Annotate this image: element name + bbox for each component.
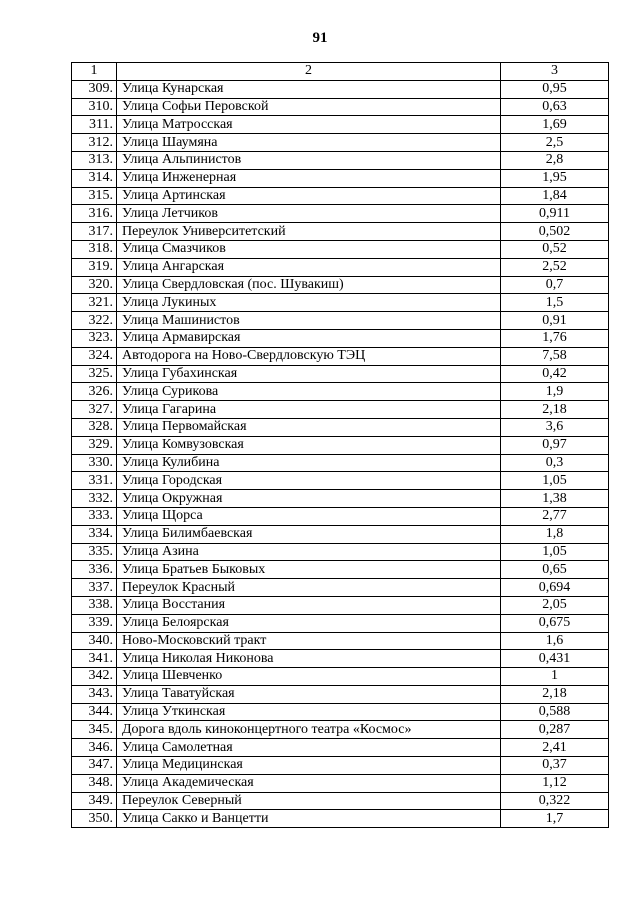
table-row xyxy=(72,365,609,383)
street-name: Улица Матросская xyxy=(117,116,501,134)
row-number: 334. xyxy=(72,525,117,543)
street-name: Улица Билимбаевская xyxy=(117,525,501,543)
row-number: 335. xyxy=(72,543,117,561)
table-row xyxy=(72,543,609,561)
table-row xyxy=(72,792,609,810)
length-value: 0,431 xyxy=(501,650,609,668)
row-number: 312. xyxy=(72,134,117,152)
length-value: 1,05 xyxy=(501,472,609,490)
table-row xyxy=(72,383,609,401)
street-name: Улица Шаумяна xyxy=(117,134,501,152)
row-number: 338. xyxy=(72,596,117,614)
table-row xyxy=(72,329,609,347)
row-number: 328. xyxy=(72,418,117,436)
street-name: Улица Азина xyxy=(117,543,501,561)
row-number: 336. xyxy=(72,561,117,579)
table-row xyxy=(72,507,609,525)
row-number: 327. xyxy=(72,401,117,419)
row-number: 346. xyxy=(72,739,117,757)
row-number: 317. xyxy=(72,223,117,241)
header-col-3: 3 xyxy=(501,63,609,81)
row-number: 341. xyxy=(72,650,117,668)
street-name: Улица Шевченко xyxy=(117,668,501,686)
table-row xyxy=(72,668,609,686)
table-row xyxy=(72,80,609,98)
length-value: 1,8 xyxy=(501,525,609,543)
street-name: Улица Губахинская xyxy=(117,365,501,383)
street-name: Улица Самолетная xyxy=(117,739,501,757)
length-value: 0,3 xyxy=(501,454,609,472)
street-name: Переулок Университетский xyxy=(117,223,501,241)
row-number: 337. xyxy=(72,579,117,597)
length-value: 0,37 xyxy=(501,757,609,775)
length-value: 0,97 xyxy=(501,436,609,454)
table-row xyxy=(72,632,609,650)
row-number: 331. xyxy=(72,472,117,490)
row-number: 342. xyxy=(72,668,117,686)
table-row xyxy=(72,525,609,543)
street-name: Улица Николая Никонова xyxy=(117,650,501,668)
row-number: 333. xyxy=(72,507,117,525)
table-row xyxy=(72,205,609,223)
table-row xyxy=(72,187,609,205)
street-name: Улица Академическая xyxy=(117,774,501,792)
row-number: 309. xyxy=(72,80,117,98)
street-name: Улица Комвузовская xyxy=(117,436,501,454)
row-number: 316. xyxy=(72,205,117,223)
length-value: 1,76 xyxy=(501,329,609,347)
length-value: 0,91 xyxy=(501,312,609,330)
length-value: 2,8 xyxy=(501,151,609,169)
row-number: 347. xyxy=(72,757,117,775)
table-row xyxy=(72,454,609,472)
table-row xyxy=(72,347,609,365)
row-number: 326. xyxy=(72,383,117,401)
street-name: Улица Ангарская xyxy=(117,258,501,276)
length-value: 0,502 xyxy=(501,223,609,241)
table-row xyxy=(72,810,609,828)
length-value: 2,41 xyxy=(501,739,609,757)
length-value: 0,52 xyxy=(501,240,609,258)
row-number: 348. xyxy=(72,774,117,792)
row-number: 325. xyxy=(72,365,117,383)
length-value: 7,58 xyxy=(501,347,609,365)
length-value: 2,05 xyxy=(501,596,609,614)
row-number: 310. xyxy=(72,98,117,116)
street-name: Дорога вдоль киноконцертного театра «Космос» xyxy=(117,721,501,739)
street-name: Улица Таватуйская xyxy=(117,685,501,703)
table-row xyxy=(72,401,609,419)
table-row xyxy=(72,614,609,632)
row-number: 311. xyxy=(72,116,117,134)
street-name: Улица Первомайская xyxy=(117,418,501,436)
row-number: 318. xyxy=(72,240,117,258)
length-value: 1,7 xyxy=(501,810,609,828)
street-name: Улица Софьи Перовской xyxy=(117,98,501,116)
length-value: 0,65 xyxy=(501,561,609,579)
row-number: 339. xyxy=(72,614,117,632)
length-value: 0,694 xyxy=(501,579,609,597)
table-row xyxy=(72,685,609,703)
length-value: 2,52 xyxy=(501,258,609,276)
length-value: 2,18 xyxy=(501,401,609,419)
table-row xyxy=(72,472,609,490)
street-name: Улица Кунарская xyxy=(117,80,501,98)
street-name: Улица Уткинская xyxy=(117,703,501,721)
street-name: Улица Артинская xyxy=(117,187,501,205)
length-value: 1,6 xyxy=(501,632,609,650)
table-row xyxy=(72,490,609,508)
row-number: 323. xyxy=(72,329,117,347)
header-col-2: 2 xyxy=(117,63,501,81)
table-row xyxy=(72,169,609,187)
table-row xyxy=(72,703,609,721)
length-value: 1,69 xyxy=(501,116,609,134)
length-value: 0,287 xyxy=(501,721,609,739)
row-number: 322. xyxy=(72,312,117,330)
table-row xyxy=(72,757,609,775)
page-number: 91 xyxy=(312,30,328,46)
street-name: Улица Гагарина xyxy=(117,401,501,419)
street-name: Улица Альпинистов xyxy=(117,151,501,169)
row-number: 332. xyxy=(72,490,117,508)
row-number: 344. xyxy=(72,703,117,721)
length-value: 1 xyxy=(501,668,609,686)
street-name: Улица Восстания xyxy=(117,596,501,614)
table-row xyxy=(72,116,609,134)
street-name: Улица Городская xyxy=(117,472,501,490)
roads-table xyxy=(71,62,609,828)
street-name: Улица Щорса xyxy=(117,507,501,525)
row-number: 350. xyxy=(72,810,117,828)
length-value: 2,77 xyxy=(501,507,609,525)
table-row xyxy=(72,223,609,241)
table-row xyxy=(72,561,609,579)
table-row xyxy=(72,312,609,330)
row-number: 315. xyxy=(72,187,117,205)
length-value: 1,9 xyxy=(501,383,609,401)
table-row xyxy=(72,650,609,668)
length-value: 2,18 xyxy=(501,685,609,703)
street-name: Переулок Красный xyxy=(117,579,501,597)
street-name: Улица Лукиных xyxy=(117,294,501,312)
length-value: 0,95 xyxy=(501,80,609,98)
street-name: Улица Окружная xyxy=(117,490,501,508)
row-number: 345. xyxy=(72,721,117,739)
table-row xyxy=(72,418,609,436)
length-value: 0,588 xyxy=(501,703,609,721)
row-number: 349. xyxy=(72,792,117,810)
length-value: 1,05 xyxy=(501,543,609,561)
street-name: Улица Свердловская (пос. Шувакиш) xyxy=(117,276,501,294)
street-name: Улица Машинистов xyxy=(117,312,501,330)
length-value: 0,42 xyxy=(501,365,609,383)
street-name: Улица Медицинская xyxy=(117,757,501,775)
row-number: 321. xyxy=(72,294,117,312)
street-name: Улица Сакко и Ванцетти xyxy=(117,810,501,828)
table-row xyxy=(72,151,609,169)
table-row xyxy=(72,276,609,294)
street-name: Улица Белоярская xyxy=(117,614,501,632)
length-value: 1,84 xyxy=(501,187,609,205)
street-name: Улица Летчиков xyxy=(117,205,501,223)
street-name: Улица Смазчиков xyxy=(117,240,501,258)
length-value: 0,63 xyxy=(501,98,609,116)
length-value: 1,38 xyxy=(501,490,609,508)
row-number: 324. xyxy=(72,347,117,365)
length-value: 1,95 xyxy=(501,169,609,187)
length-value: 0,675 xyxy=(501,614,609,632)
row-number: 314. xyxy=(72,169,117,187)
street-name: Переулок Северный xyxy=(117,792,501,810)
street-name: Автодорога на Ново-Свердловскую ТЭЦ xyxy=(117,347,501,365)
header-col-1: 1 xyxy=(72,63,117,81)
table-row xyxy=(72,739,609,757)
length-value: 3,6 xyxy=(501,418,609,436)
street-name: Улица Армавирская xyxy=(117,329,501,347)
table-row xyxy=(72,134,609,152)
length-value: 0,322 xyxy=(501,792,609,810)
table-row xyxy=(72,721,609,739)
row-number: 320. xyxy=(72,276,117,294)
row-number: 313. xyxy=(72,151,117,169)
street-name: Ново-Московский тракт xyxy=(117,632,501,650)
table-row xyxy=(72,240,609,258)
table-row xyxy=(72,294,609,312)
street-name: Улица Сурикова xyxy=(117,383,501,401)
street-name: Улица Братьев Быковых xyxy=(117,561,501,579)
length-value: 2,5 xyxy=(501,134,609,152)
length-value: 0,911 xyxy=(501,205,609,223)
table-header-row xyxy=(72,63,609,81)
table-row xyxy=(72,774,609,792)
length-value: 0,7 xyxy=(501,276,609,294)
row-number: 319. xyxy=(72,258,117,276)
table-row xyxy=(72,258,609,276)
length-value: 1,12 xyxy=(501,774,609,792)
row-number: 330. xyxy=(72,454,117,472)
table-row xyxy=(72,579,609,597)
table-row xyxy=(72,436,609,454)
street-name: Улица Кулибина xyxy=(117,454,501,472)
row-number: 340. xyxy=(72,632,117,650)
row-number: 343. xyxy=(72,685,117,703)
length-value: 1,5 xyxy=(501,294,609,312)
table-row xyxy=(72,98,609,116)
street-name: Улица Инженерная xyxy=(117,169,501,187)
table-row xyxy=(72,596,609,614)
row-number: 329. xyxy=(72,436,117,454)
